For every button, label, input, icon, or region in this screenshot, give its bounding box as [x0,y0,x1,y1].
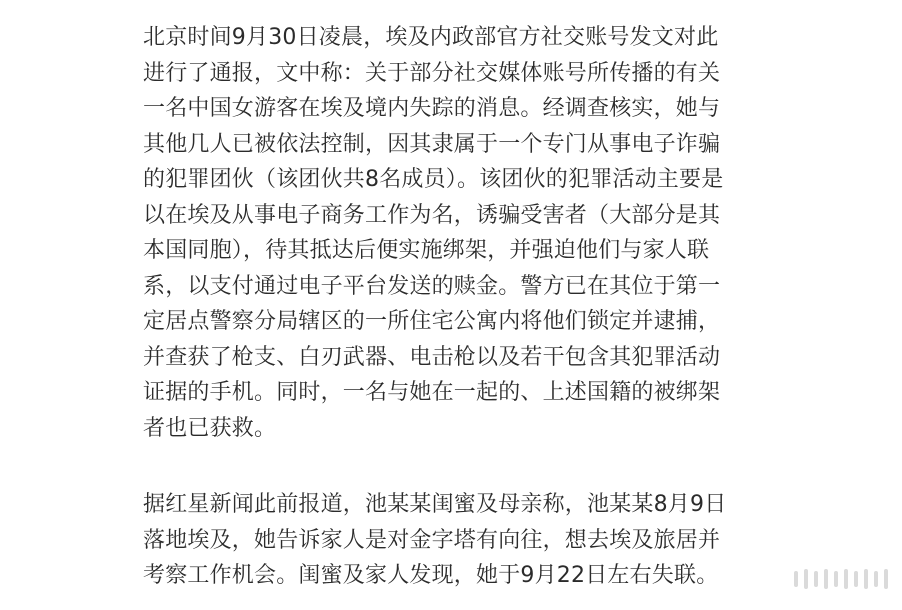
paragraph-1-line: 一名中国女游客在埃及境内失踪的消息。经调查核实，她与 [143,96,721,121]
watermark-bar [804,569,808,589]
watermark-bar [834,571,838,587]
paragraph-1-line: 者也已获救。 [143,415,277,441]
watermark-bar [844,569,848,589]
paragraph-1-line: 本国同胞），待其抵达后便实施绑架，并强迫他们与家人联 [143,238,710,263]
paragraph-1 [143,20,753,446]
watermark-bar [854,571,858,587]
paragraph-1-line: 并查获了枪支、白刃武器、电击枪以及若干包含其犯罪活动 [143,344,721,370]
paragraph-2-line: 落地埃及，她告诉家人是对金字塔有向往，想去埃及旅居并 [143,527,721,553]
watermark-bar [864,569,868,589]
blurred-watermark-icon [712,562,888,596]
paragraph-2-line: 据红星新闻此前报道，池某某闺蜜及母亲称，池某某8月9日 [143,492,727,517]
watermark-bar [874,571,878,587]
paragraph-1-line: 定居点警察分局辖区的一所住宅公寓内将他们锁定并逮捕， [143,309,721,334]
watermark-bar [814,571,818,587]
paragraph-2 [143,487,753,594]
paragraph-1-line: 以在埃及从事电子商务工作为名，诱骗受害者（大部分是其 [143,202,721,228]
paragraph-1-line: 证据的手机。同时，一名与她在一起的、上述国籍的被绑架 [143,380,721,405]
paragraph-2-line: 考察工作机会。闺蜜及家人发现，她于9月22日左右失联。 [143,563,719,588]
paragraph-1-line: 其他几人已被依法控制，因其隶属于一个专门从事电子诈骗 [143,131,721,157]
paragraph-1-line: 的犯罪团伙（该团伙共8名成员）。该团伙的犯罪活动主要是 [143,167,724,192]
watermark-bar [794,571,798,587]
paragraph-1-line: 系，以支付通过电子平台发送的赎金。警方已在其位于第一 [143,273,721,299]
watermark-bar [824,569,828,589]
watermark-bar [884,569,888,589]
paragraph-1-line: 北京时间9月30日凌晨，埃及内政部官方社交账号发文对此 [143,25,719,50]
paragraph-1-line: 进行了通报，文中称：关于部分社交媒体账号所传播的有关 [143,60,721,86]
